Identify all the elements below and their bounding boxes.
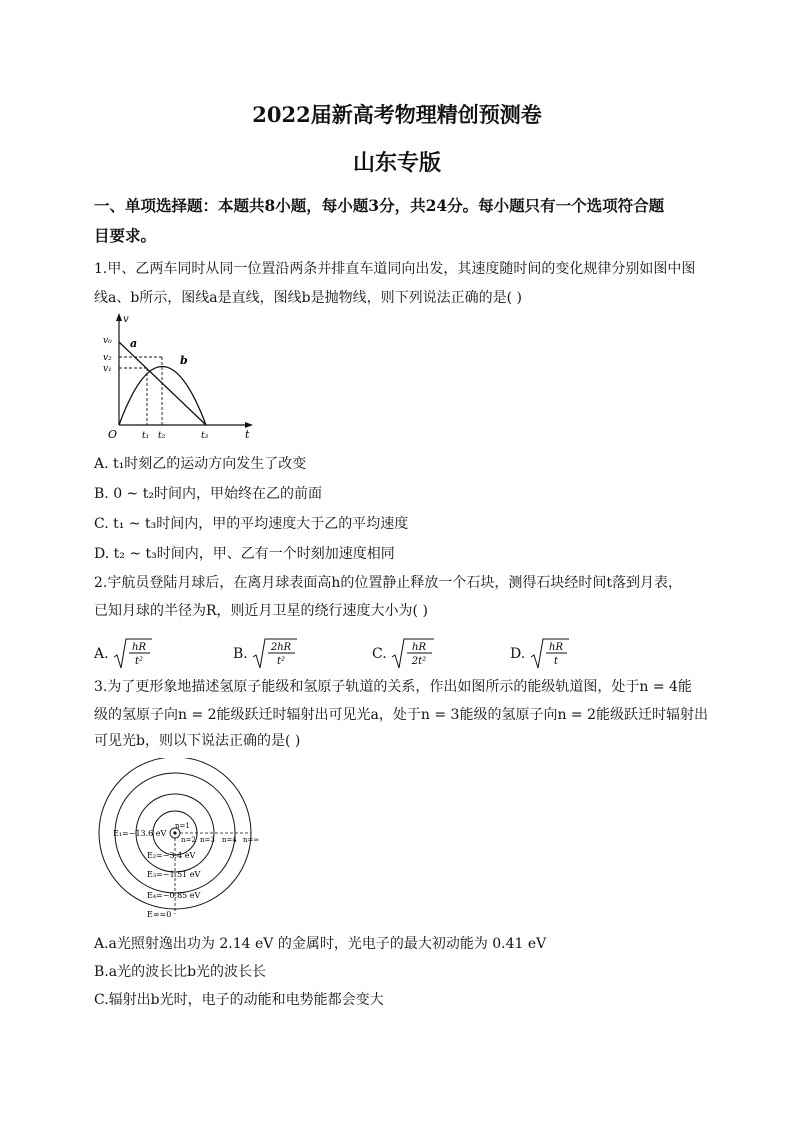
q3-stem-line1: 3.为了更形象地描述氢原子能级和氢原子轨道的关系，作出如图所示的能级轨道图，处于n = 4能: [94, 679, 692, 695]
q2-option-c-label: C.: [372, 646, 387, 662]
section-heading-line2: 目要求。: [94, 226, 157, 245]
q3-stem-line3: 可见光b，则以下说法正确的是( ): [94, 733, 301, 749]
q2-c-denominator: 2t²: [411, 656, 427, 667]
q2-d-numerator: hR: [548, 642, 563, 653]
q2-option-b-formula: [252, 637, 298, 671]
label-Einf: E∞=0: [147, 910, 172, 919]
q2-b-denominator: t²: [277, 656, 286, 667]
exam-subtitle: 山东专版: [352, 150, 441, 176]
q2-option-c-formula: [391, 637, 435, 671]
t1-label: t₁: [142, 431, 150, 441]
v2-label: v₂: [103, 353, 112, 363]
q2-b-numerator: 2hR: [271, 642, 292, 653]
q2-option-b: [233, 637, 298, 671]
section-heading-line1: 一、单项选择题：本题共8小题，每小题3分，共24分。每小题只有一个选项符合题: [94, 196, 665, 215]
q3-option-b: B.a光的波长比b光的波长长: [94, 964, 267, 980]
q2-option-a-label: A.: [94, 646, 109, 662]
q2-d-denominator: t: [553, 656, 558, 667]
q1-option-c: C. t₁ ~ t₃时间内，甲的平均速度大于乙的平均速度: [94, 516, 409, 532]
q2-stem-line1: 2.宇航员登陆月球后，在离月球表面高h的位置静止释放一个石块，测得石块经时间t落到月表，: [94, 575, 682, 591]
label-E1: E₁=−13.6 eV: [113, 829, 167, 838]
curve-a-label: a: [130, 337, 138, 350]
exam-title: 2022届新高考物理精创预测卷: [252, 102, 542, 127]
curve-a: [119, 342, 206, 425]
q1-stem-line1: 1.甲、乙两车同时从同一位置沿两条并排直车道同向出发，其速度随时间的变化规律分别如图中图: [94, 261, 696, 277]
q1-stem-line2: 线a、b所示，图线a是直线，图线b是抛物线，则下列说法正确的是( ): [94, 290, 522, 306]
nucleus: [173, 831, 176, 834]
q3-stem-line2: 级的氢原子向n = 2能级跃迁时辐射出可见光a，处于n = 3能级的氢原子向n = 2能级跃迁时辐射出: [94, 707, 709, 723]
q2-option-b-label: B.: [233, 646, 248, 662]
label-n4: n=4: [222, 836, 237, 844]
v-axis-arrow: [116, 313, 122, 321]
q1-velocity-time-graph: [100, 310, 260, 445]
q2-option-c: [372, 637, 435, 671]
label-ninf: n=∞: [243, 836, 260, 844]
q2-option-d-formula: [530, 637, 570, 671]
q2-c-numerator: hR: [412, 642, 427, 653]
q2-option-d: [510, 637, 570, 671]
q1-option-b: B. 0 ~ t₂时间内，甲始终在乙的前面: [94, 486, 322, 502]
q2-stem-line2: 已知月球的半径为R，则近月卫星的绕行速度大小为( ): [94, 603, 428, 619]
q3-option-a: A.a光照射逸出功为 2.14 eV 的金属时，光电子的最大初动能为 0.41 eV: [94, 936, 547, 952]
label-n1: n=1: [175, 822, 190, 830]
q1-option-a: A. t₁时刻乙的运动方向发生了改变: [94, 456, 307, 472]
curve-b: [119, 367, 206, 426]
q2-option-d-label: D.: [510, 646, 526, 662]
label-E3: E₃=−1.51 eV: [147, 870, 201, 879]
q2-a-denominator: t²: [135, 656, 144, 667]
v-axis-label: v: [123, 314, 129, 325]
label-E2: E₂=−3.4 eV: [147, 851, 196, 860]
t-axis-label: t: [245, 428, 250, 441]
curve-b-label: b: [180, 354, 188, 367]
label-n2: n=2: [181, 836, 196, 844]
v0-label: v₀: [103, 336, 112, 346]
t2-label: t₂: [158, 431, 166, 441]
q2-option-a: [94, 637, 153, 671]
q1-option-d: D. t₂ ~ t₃时间内，甲、乙有一个时刻加速度相同: [94, 546, 395, 562]
t3-label: t₃: [201, 431, 209, 441]
label-E4: E₄=−0.85 eV: [147, 891, 201, 900]
v1-label: v₁: [103, 364, 112, 374]
q2-option-a-formula: [113, 637, 153, 671]
q3-energy-level-orbit-diagram: [95, 758, 285, 923]
label-n3: n=3: [200, 836, 215, 844]
origin-label: O: [108, 428, 118, 441]
q3-option-c: C.辐射出b光时，电子的动能和电势能都会变大: [94, 992, 384, 1008]
q2-a-numerator: hR: [132, 642, 147, 653]
